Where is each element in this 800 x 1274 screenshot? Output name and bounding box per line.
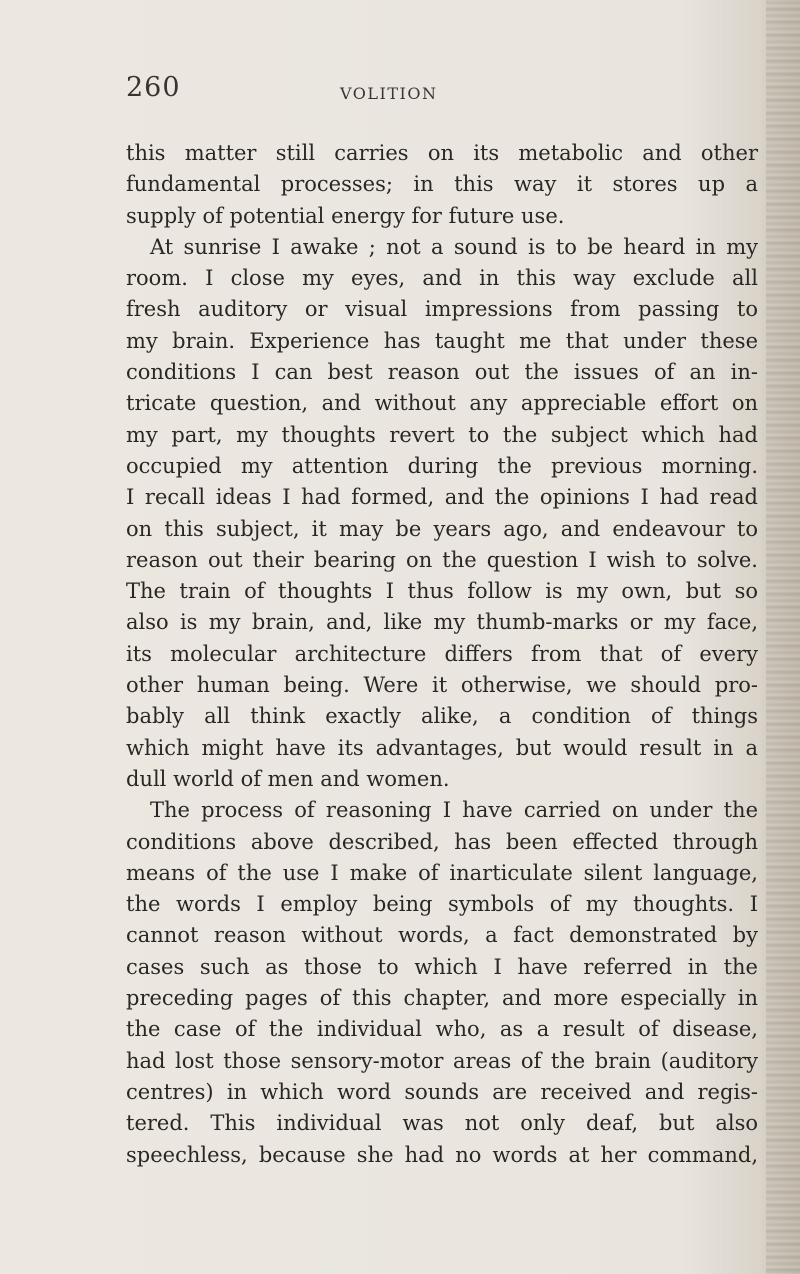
text-line: The train of thoughts I thus follow is my own, but so [126, 579, 758, 604]
text-line: At sunrise I awake ; not a sound is to be heard in my [150, 234, 758, 259]
text-line: dull world of men and women. [126, 766, 450, 791]
text-line: also is my brain, and, like my thumb-marks or my face, [126, 610, 758, 635]
text-line: tered. This individual was not only deaf, but also [126, 1111, 758, 1136]
text-line: means of the use I make of inarticulate silent language, [126, 860, 758, 885]
text-line: other human being. Were it otherwise, we should pro- [126, 673, 758, 698]
text-line: cannot reason without words, a fact demonstrated by [126, 923, 758, 948]
text-line: The process of reasoning I have carried on under the [150, 798, 758, 823]
text-line: I recall ideas I had formed, and the opinions I had read [126, 485, 758, 510]
text-line: reason out their bearing on the question I wish to solve. [126, 547, 758, 572]
text-line: had lost those sensory-motor areas of the brain (auditory [126, 1048, 758, 1073]
text-line: tricate question, and without any appreciable effort on [126, 391, 758, 416]
text-line: preceding pages of this chapter, and more especially in [126, 986, 758, 1011]
text-line: cases such as those to which I have referred in the [126, 954, 758, 979]
text-line: fresh auditory or visual impressions from passing to [126, 297, 758, 322]
text-line: conditions I can best reason out the issues of an in- [126, 360, 758, 385]
text-line: room. I close my eyes, and in this way exclude all [126, 266, 758, 291]
page-edge-shadow [766, 0, 800, 1274]
text-line: which might have its advantages, but would result in a [126, 735, 758, 760]
text-line: the case of the individual who, as a result of disease, [126, 1017, 758, 1042]
text-line: speechless, because she had no words at her command, [126, 1142, 758, 1167]
text-line: fundamental processes; in this way it stores up a [126, 172, 758, 197]
text-line: bably all think exactly alike, a condition of things [126, 704, 758, 729]
running-head: VOLITION [340, 84, 438, 103]
text-line: centres) in which word sounds are received and regis- [126, 1079, 758, 1104]
text-line: my part, my thoughts revert to the subject which had [126, 422, 758, 447]
text-line: my brain. Experience has taught me that under these [126, 328, 758, 353]
page-header [0, 72, 800, 112]
text-line: its molecular architecture differs from that of every [126, 641, 758, 666]
text-line: the words I employ being symbols of my thoughts. I [126, 892, 758, 917]
text-line: on this subject, it may be years ago, and endeavour to [126, 516, 758, 541]
body-text [126, 138, 758, 1171]
page-number: 260 [126, 72, 181, 103]
text-line: occupied my attention during the previous morning. [126, 453, 758, 478]
text-line: supply of potential energy for future use. [126, 203, 565, 228]
text-line: conditions above described, has been effected through [126, 829, 758, 854]
text-line: this matter still carries on its metabolic and other [126, 141, 758, 165]
